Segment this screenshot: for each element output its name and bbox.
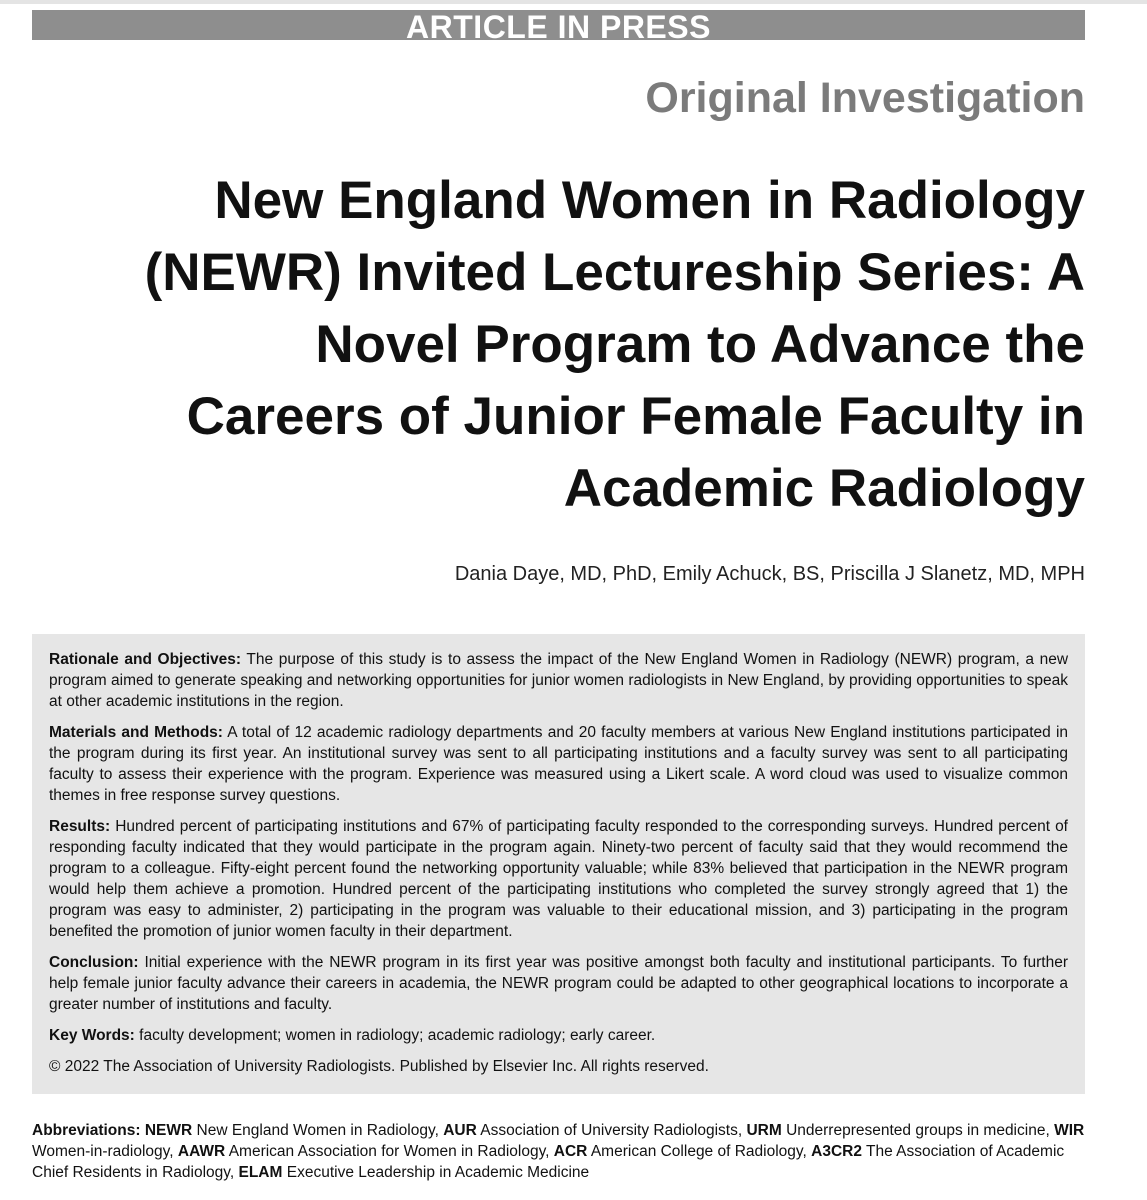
article-title	[25, 165, 1085, 525]
abbreviations	[32, 1120, 1085, 1183]
section-text: Initial experience with the NEWR program in its first year was positive amongst both faculty and institutional participants. To further help female junior faculty advance their careers in academia, the NEWR program could be adapted to other geographical locations to incorporate a greater number of institutions and faculty.	[49, 954, 1068, 1013]
author-list: Dania Daye, MD, PhD, Emily Achuck, BS, Priscilla J Slanetz, MD, MPH	[454, 563, 1085, 585]
section-heading: Conclusion:	[49, 954, 139, 971]
section-text: faculty development; women in radiology; academic radiology; early career.	[139, 1027, 656, 1044]
abstract-box	[32, 634, 1085, 1094]
title-line: (NEWR) Invited Lectureship Series: A	[144, 243, 1085, 302]
abbr-term: A3CR2	[811, 1143, 862, 1160]
abbr-definition: Underrepresented groups in medicine,	[786, 1122, 1050, 1139]
abbr-definition: Women-in-radiology,	[32, 1143, 174, 1160]
section-heading: Results:	[49, 818, 111, 835]
article-category: Original Investigation	[645, 74, 1085, 122]
abstract-keywords	[49, 1025, 1068, 1046]
abstract-results	[49, 816, 1068, 942]
abbr-definition: The Association of Academic Chief Residents in Radiology,	[32, 1143, 1065, 1181]
abbr-definition: American College of Radiology,	[590, 1143, 807, 1160]
title-line: New England Women in Radiology	[214, 171, 1085, 230]
title-line: Novel Program to Advance the	[315, 315, 1085, 374]
abbr-definition: Executive Leadership in Academic Medicine	[286, 1164, 590, 1181]
abbr-definition: New England Women in Radiology,	[196, 1122, 439, 1139]
title-line: Careers of Junior Female Faculty in	[186, 387, 1085, 446]
copyright-notice: © 2022 The Association of University Radiologists. Published by Elsevier Inc. All rights reserved.	[49, 1058, 709, 1075]
abbr-term: WIR	[1054, 1122, 1085, 1139]
abbr-term: AUR	[443, 1122, 477, 1139]
abstract-rationale	[49, 649, 1068, 712]
abstract-methods	[49, 722, 1068, 806]
abbr-term: URM	[746, 1122, 782, 1139]
section-text: A total of 12 academic radiology departments and 20 faculty members at various New England institutions participated in the program during its first year. An institutional survey was sent to all participating institutions and a faculty survey was sent to all participating faculty to assess their experience with the program. Experience was measured using a Likert scale. A word cloud was used to visualize common themes in free response survey questions.	[49, 724, 1069, 804]
section-heading: Materials and Methods:	[49, 724, 223, 741]
abstract-conclusion	[49, 952, 1068, 1015]
abbr-definition: Association of University Radiologists,	[480, 1122, 743, 1139]
top-divider	[0, 0, 1147, 4]
abbreviations-heading: Abbreviations:	[32, 1122, 141, 1139]
abbr-definition: American Association for Women in Radiology,	[228, 1143, 550, 1160]
article-in-press-banner: ARTICLE IN PRESS	[32, 10, 1085, 40]
section-text: The purpose of this study is to assess the impact of the New England Women in Radiology (NEWR) program, a new program aimed to generate speaking and networking opportunities for junior women radiologists in New England, by providing opportunities to speak at other academic institutions in the region.	[49, 651, 1069, 710]
section-text: Hundred percent of participating institutions and 67% of participating faculty responded to the corresponding surveys. Hundred percent of responding faculty indicated that they would participate in the program again. Ninety-two percent of faculty said that they would recommend the program to a colleague. Fifty-eight percent found the networking opportunity valuable; while 83% believed that participation in the NEWR program would help them achieve a promotion. Hundred percent of the participating institutions who completed the survey strongly agreed that 1) the program was easy to administer, 2) participating in the program was valuable to their educational mission, and 3) participating in the program benefited the promotion of junior women faculty in their department.	[49, 818, 1068, 940]
abbr-term: AAWR	[177, 1143, 226, 1160]
abbr-term: ACR	[553, 1143, 588, 1160]
abbr-term: ELAM	[238, 1164, 283, 1181]
section-heading: Key Words:	[49, 1027, 135, 1044]
abbr-term: NEWR	[144, 1122, 193, 1139]
title-line: Academic Radiology	[563, 459, 1085, 518]
section-heading: Rationale and Objectives:	[49, 651, 242, 668]
